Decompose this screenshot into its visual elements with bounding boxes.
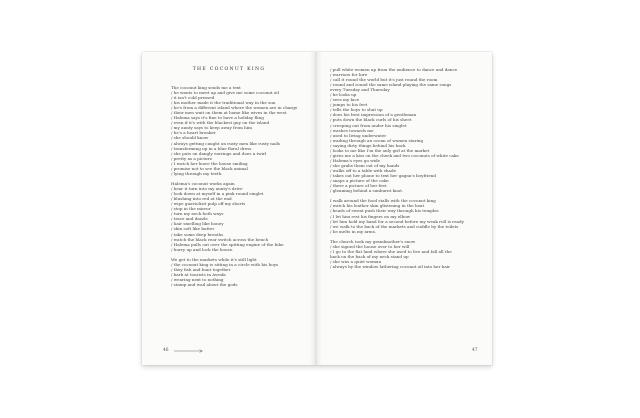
poem-line: / we walk to the back of the markets and cuddle by the toilets <box>330 223 459 229</box>
right-page-text <box>330 67 486 274</box>
poem-line: / Halema's eyes go wide <box>330 157 381 163</box>
poem-line: / saying dirty things behind his back <box>330 142 406 148</box>
open-book <box>142 52 492 365</box>
stanza <box>330 239 486 269</box>
left-page-text <box>171 85 313 292</box>
poem-line: / even if it's with the blackest guy on the island <box>171 120 270 126</box>
poem-line: / promise not to see the black animal <box>171 165 248 171</box>
poem-line: / hair smelling like honey <box>171 221 224 227</box>
poem-line: / creeping out from under his singlet <box>330 122 407 128</box>
poem-line: / pretty as a picture <box>171 155 213 161</box>
poem-line: / sees my face <box>330 97 360 103</box>
poem-line: / he's from a different island where the women are in charge <box>171 105 298 111</box>
poem-line: / does his best impression of a gentleman <box>330 112 417 118</box>
poem-line: / they fish and hunt together <box>171 266 231 272</box>
poem-line: The church took my grandmother's snow <box>330 238 416 244</box>
poem-line: / always by the window lathering coconut oil into her hair <box>330 264 451 270</box>
left-page <box>142 52 316 365</box>
poem-line: / she signed the house over to her will <box>330 243 410 249</box>
poem-line: / snaps a picture of the cake <box>330 178 389 184</box>
poem-line: / lying through my teeth. <box>171 170 223 176</box>
poem-line: / turn my neck both ways <box>171 211 224 217</box>
stanza <box>330 67 486 193</box>
poem-line: / he melts in my arms. <box>330 228 377 234</box>
poem-line: / he wants to meet up and give me some coconut oil <box>171 90 279 96</box>
poem-line: / watch the black rear switch across the bench <box>171 236 269 242</box>
stanza <box>171 257 313 287</box>
left-page-number: 46 <box>163 348 169 353</box>
poem-line: / Halema pulls out over the spitting engine of the bike <box>171 241 284 247</box>
stanza <box>171 181 313 252</box>
poem-line: / warriors for hire <box>330 72 368 78</box>
poem-line: / she was a quiet woman <box>330 259 382 265</box>
poem-line: / watch his leather skin glistening in the heat <box>330 203 425 209</box>
poem-line: / he's a heart breaker <box>171 130 216 136</box>
poem-line: / she puts on dangly earrings and does a twirl <box>171 150 267 156</box>
running-title: THE COCONUT KING <box>192 67 266 72</box>
poem-line: / jumps to his feet <box>330 102 368 108</box>
poem-line: Halema's coconut works again <box>171 181 235 187</box>
poem-line: / beads of sweat push their way through his temples <box>330 208 439 214</box>
poem-line: / round and round the same island playing the same songs <box>330 82 452 88</box>
poem-line: / blushing into red at the end <box>171 196 232 202</box>
stanza <box>171 85 313 176</box>
poem-line: / looks to me like I'm the only girl at the market <box>330 147 430 153</box>
poem-line: / she should know <box>171 135 209 141</box>
poem-line: / gives me a kiss on the cheek and two coconuts of white cake <box>330 152 459 158</box>
poem-line: / used to living underwater <box>330 132 387 138</box>
poem-line: / hurry up and lock the house. <box>171 246 234 252</box>
poem-line: I walk around the food stalls with the coconut king <box>330 198 436 204</box>
poem-line: / wading through an ocean of women staring <box>330 137 424 143</box>
poem-line: / call it round the world but it's just round the room <box>330 77 438 83</box>
poem-line: / pull white women up from the audience to dance and dance <box>330 67 458 72</box>
poem-line: / stop in the mirror <box>171 206 211 212</box>
poem-line: / puts down the black curls of his sheet <box>330 117 412 123</box>
poem-line: every Tuesday and Thursday <box>330 87 390 93</box>
poem-line: / there a picture of her feet <box>330 183 387 189</box>
poem-line: / washes towards me <box>330 127 374 133</box>
right-page-number: 47 <box>472 348 478 353</box>
poem-line: / I let him rest his fingers on my elbow <box>330 213 411 219</box>
poem-line: / wearing next to nothing <box>171 277 224 283</box>
poem-line: / the coconut king is sitting in a circle with his boys <box>171 261 279 267</box>
poem-line: / their men wait on them at home like wives in the west <box>171 110 287 116</box>
poem-line: / she grabs them out of my hands <box>330 162 400 168</box>
poem-line: / bark at tourists in Avrafa <box>171 272 226 278</box>
poem-line: / skin soft like butter <box>171 226 215 232</box>
arrow-icon <box>174 349 204 353</box>
poem-line: We get to the markets while it's still light <box>171 256 257 262</box>
poem-line: / wipe guaviolizit pulp off my shorts <box>171 201 246 207</box>
poem-line: / transforming up in a blue floral dress <box>171 145 252 151</box>
stanza <box>330 198 486 233</box>
poem-line: / he looks up <box>330 92 357 98</box>
poem-line: / my aunty says to keep away from him <box>171 125 253 131</box>
poem-line: / always getting caught on rusty men like rusty nails <box>171 140 281 146</box>
poem-line: back on the back of my neck stand up <box>330 254 409 260</box>
poem-line: / his mother made it the traditional way in the sun <box>171 100 276 106</box>
poem-line: The coconut king sends me a text <box>171 85 241 90</box>
poem-line: / let him hold my hand for a second before my weak roll is ready <box>330 218 464 224</box>
poem-line: / I go to the flat land where she used to live and fall all the <box>330 248 452 254</box>
poem-line: / gleaming behind a sunburnt knot. <box>330 188 404 194</box>
poem-line: / hear it turn into my aunty's drive <box>171 186 243 192</box>
poem-line: / takes out her phone to text her gagnu's boyfriend <box>330 172 436 178</box>
poem-line: / stamp and wail about the gods <box>171 282 238 288</box>
poem-line: / tells the boys to shut up <box>330 107 383 113</box>
poem-line: / Halema says it's fine to have a holiday fling <box>171 115 264 121</box>
poem-line: / walks off to a table with shade <box>330 167 397 173</box>
poem-line: / look down at myself in a pink round singlet <box>171 191 264 197</box>
poem-line: / take some deep breaths <box>171 231 224 237</box>
poem-line: / I watch her leave the house smiling <box>171 160 248 166</box>
right-page <box>316 52 492 365</box>
poem-line: / it isn't cold pressed <box>171 95 215 101</box>
poem-line: / trace and dazzle <box>171 216 208 222</box>
